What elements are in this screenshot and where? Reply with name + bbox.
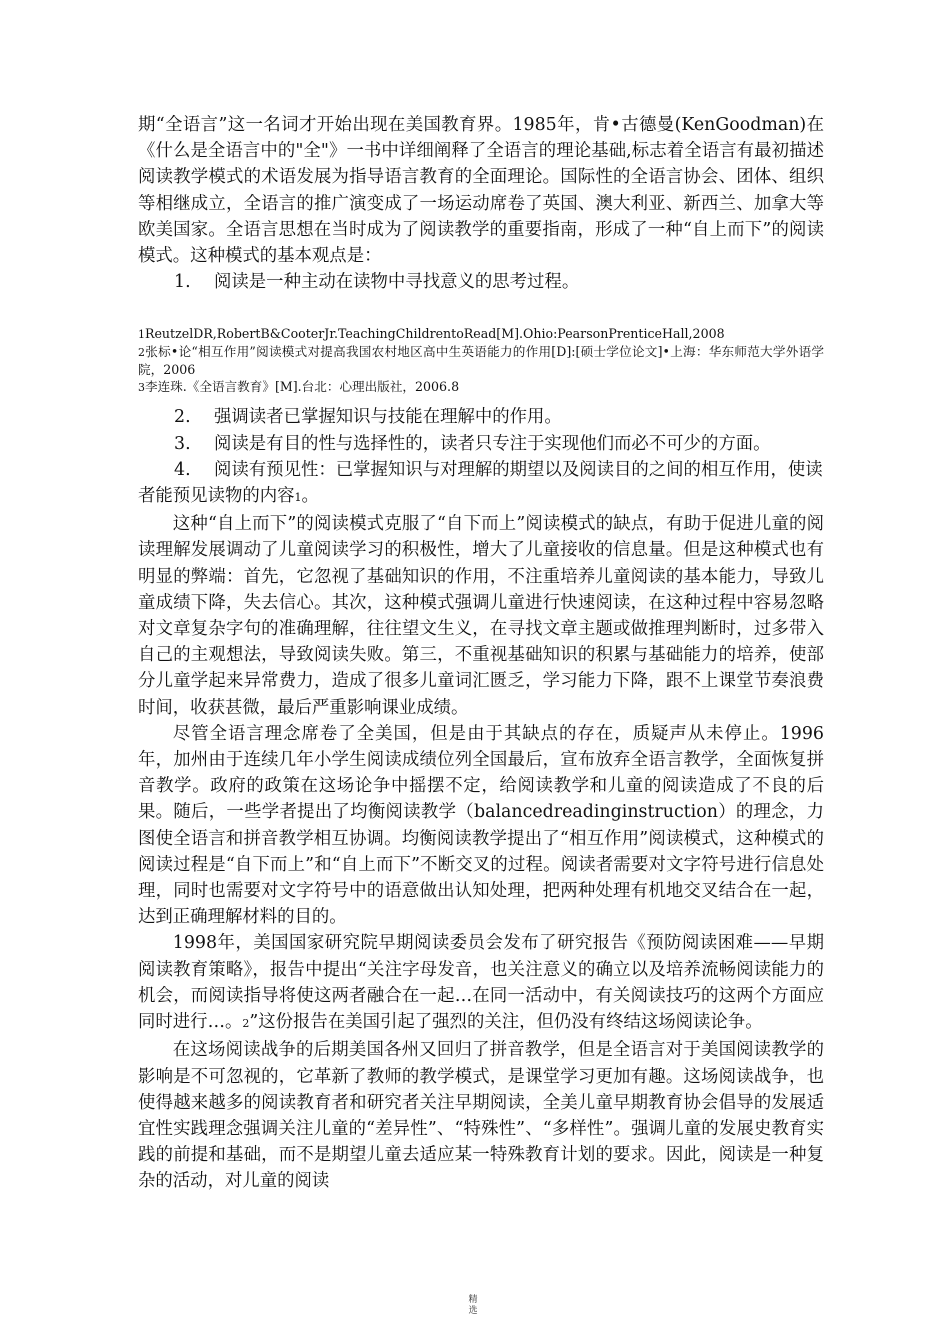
- paragraph-1998-report: 1998年，美国国家研究院早期阅读委员会发布了研究报告《预防阅读困难——早期阅读教育策略》，报告中提出“关注字母发音，也关注意义的确立以及培养流畅阅读能力的机会，而阅读指导将使这两者融合在一起…在同一活动中，有关阅读技巧的这两个方面应同时进行…。2”这份报告在美国引起了强烈的关注，但仍没有终结这场阅读论争。: [138, 933, 824, 1033]
- page-footer: 精 选: [468, 1295, 478, 1316]
- list-text: 阅读有预见性：已掌握知识与对理解的期望以及阅读目的之间的相互作用，使读者能预见读物的内容: [138, 459, 823, 507]
- footnotes: [138, 325, 824, 396]
- paragraph-top-down-critique: 这种“自上而下”的阅读模式克服了“自下而上”阅读模式的缺点，有助于促进儿童的阅读理解发展调动了儿童阅读学习的积极性，增大了儿童接收的信息量。但是这种模式也有明显的弊端：首先，它忽视了基础知识的作用，不注重培养儿童阅读的基本能力，导致儿童成绩下降，失去信心。其次，这种模式强调儿童进行快速阅读，在这种过程中容易忽略对文章复杂字句的准确理解，往往望文生义，在寻找文章主题或做推理判断时，过多带入自己的主观想法，导致阅读失败。第三，不重视基础知识的积累与基础能力的培养，使部分儿童学起来异常费力，造成了很多儿童词汇匮乏，学习能力下降，跟不上课堂节奏浪费时间，收获甚微，最后严重影响课业成绩。: [138, 514, 824, 718]
- list-item-1: [138, 269, 824, 295]
- list-text: 强调读者已掌握知识与技能在理解中的作用。: [214, 407, 562, 428]
- list-number: 1.: [174, 272, 191, 293]
- footnote-3: 3李连珠.《全语言教育》[M].台北：心理出版社，2006.8: [138, 379, 460, 395]
- list-item-2: [138, 404, 824, 430]
- list-text: 阅读是一种主动在读物中寻找意义的思考过程。: [214, 272, 580, 293]
- footnote-ref: 1: [294, 491, 302, 505]
- list-item-3: [138, 431, 824, 457]
- list-number: 4.: [174, 459, 191, 480]
- footnote-ref: 2: [242, 1017, 250, 1031]
- paragraph-intro: 期“全语言”这一名词才开始出现在美国教育界。1985年，肯•古德曼(KenGoodman)在《什么是全语言中的"全"》一书中详细阐释了全语言的理论基础,标志着全语言有最初描述阅读教学模式的术语发展为指导语言教育的全面理论。国际性的全语言协会、团体、组织等相继成立，全语言的推广演变成了一场运动席卷了英国、澳大利亚、新西兰、加拿大等欧美国家。全语言思想在当时成为了阅读教学的重要指南，形成了一种“自上而下”的阅读模式。这种模式的基本观点是：: [138, 115, 824, 267]
- footnote-1: 1ReutzelDR,RobertB&CooterJr.TeachingChildrentoRead[M].Ohio:PearsonPrenticeHall,2008: [138, 326, 725, 342]
- list-number: 2.: [174, 407, 191, 428]
- list-text: 阅读是有目的性与选择性的，读者只专注于实现他们而必不可少的方面。: [214, 433, 771, 454]
- paragraph-reading-war: 在这场阅读战争的后期美国各州又回归了拼音教学，但是全语言对于美国阅读教学的影响是不可忽视的，它革新了教师的教学模式，是课堂学习更加有趣。这场阅读战争，也使得越来越多的阅读教育者和研究者关注早期阅读，全美儿童早期教育协会倡导的发展适宜性实践理念强调关注儿童的“差异性”、“特殊性”、“多样性”。强调儿童的发展史教育实践的前提和基础，而不是期望儿童去适应某一特殊教育计划的要求。因此，阅读是一种复杂的活动，对儿童的阅读: [138, 1040, 824, 1192]
- footnote-2: 2张标•论“相互作用”阅读模式对提高我国农村地区高中生英语能力的作用[D]:[硕士学位论文]•上海：华东师范大学外语学院，2006: [138, 344, 824, 378]
- list-item-4: 4. 阅读有预见性：已掌握知识与对理解的期望以及阅读目的之间的相互作用，使读者能预见读物的内容1。: [138, 457, 824, 511]
- document-body: [138, 112, 824, 1195]
- list-number: 3.: [174, 433, 191, 454]
- paragraph-balanced-reading: 尽管全语言理念席卷了全美国，但是由于其缺点的存在，质疑声从未停止。1996年，加州由于连续几年小学生阅读成绩位列全国最后，宣布放弃全语言教学，全面恢复拼音教学。政府的政策在这场论争中摇摆不定，给阅读教学和儿童的阅读造成了不良的后果。随后，一些学者提出了均衡阅读教学（balancedreadinginstruction）的理念，力图使全语言和拼音教学相互协调。均衡阅读教学提出了“相互作用”阅读模式，这种模式的阅读过程是“自下而上”和“自上而下”不断交叉的过程。阅读者需要对文字符号进行信息处理，同时也需要对文字符号中的语意做出认知处理，把两种处理有机地交叉结合在一起，达到正确理解材料的目的。: [138, 723, 824, 928]
